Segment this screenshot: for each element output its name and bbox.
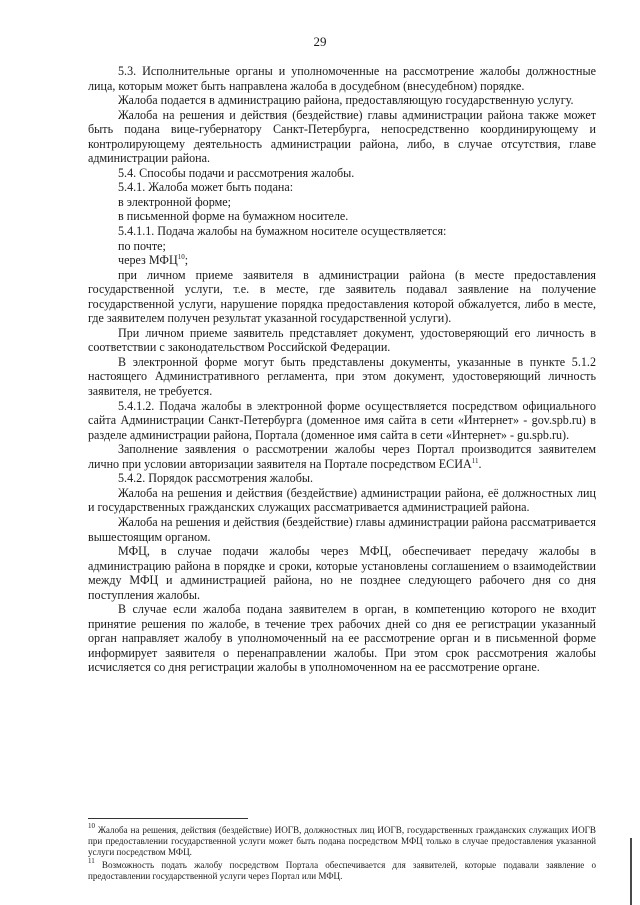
portal-text: Заполнение заявления о рассмотрении жалобы через Портал производится заявителем лично при условии авторизации заявителя на Портале посредством ЕСИА — [88, 442, 596, 471]
paragraph-district-review: Жалоба на решения и действия (бездействие) администрации района, её должностных лиц и государственных гражданских служащих рассматривается администрацией района. — [88, 485, 596, 515]
paragraph-5-4-2: 5.4.2. Порядок рассмотрения жалобы. — [118, 471, 314, 486]
footnote-10 — [88, 822, 596, 859]
list-item-electronic: в электронной форме; — [118, 194, 231, 209]
footnote-11 — [88, 856, 596, 882]
footnotes — [88, 822, 596, 883]
paragraph-mfc-transfer: МФЦ, в случае подачи жалобы через МФЦ, обеспечивает передачу жалобы в администрацию района в порядке и сроки, которые установлены соглашением о взаимодействии между МФЦ и администрацией района, но не позднее следующего рабочего дня со дня поступления жалобы. — [88, 544, 596, 602]
document-body — [88, 64, 596, 675]
mfc-tail: ; — [184, 253, 189, 268]
footnote-mark-10: 10 — [88, 822, 95, 830]
footnote-11-text: Возможность подать жалобу посредством Портала обеспечивается для заявителей, которые подавали заявление о предоставлении государственной услуги через Портал или МФЦ. — [88, 859, 596, 881]
paragraph-personal-id: При личном приеме заявитель представляет документ, удостоверяющий его личность в соответствии с законодательством Российской Федерации. — [88, 325, 596, 355]
paragraph-higher-review: Жалоба на решения и действия (бездействие) главы администрации района рассматривается вышестоящим органом. — [88, 514, 596, 544]
paragraph-5-4: 5.4. Способы подачи и рассмотрения жалобы. — [118, 165, 355, 180]
paragraph-electronic-docs: В электронной форме могут быть представлены документы, указанные в пункте 5.1.2 настоящего Административного регламента, при этом документ, удостоверяющий личность заявителя, не требуется. — [88, 354, 596, 399]
list-item-paper: в письменной форме на бумажном носителе. — [118, 209, 349, 224]
footnote-ref-10[interactable]: 10 — [177, 253, 185, 262]
paragraph-5-4-1-2: 5.4.1.2. Подача жалобы в электронной форме осуществляется посредством официального сайта Администрации Санкт-Петербурга (доменное имя сайта в сети «Интернет» - gov.spb.ru) в разделе администрации района, Портала (доменное имя сайта в сети «Интернет» - gu.spb.ru). — [88, 398, 596, 442]
paragraph-portal — [88, 442, 596, 471]
paragraph-5-4-1-1: 5.4.1.1. Подача жалобы на бумажном носителе осуществляется: — [118, 224, 447, 239]
footnote-divider — [88, 818, 248, 819]
portal-tail: . — [478, 456, 482, 471]
paragraph-5-4-1: 5.4.1. Жалоба может быть подана: — [118, 180, 294, 195]
footnote-ref-11[interactable]: 11 — [471, 456, 479, 465]
paragraph-redirect: В случае если жалоба подана заявителем в орган, в компетенцию которого не входит принятие решения по жалобе, в течение трех рабочих дней со дня ее регистрации указанный орган направляет жалобу в уполномоченный на ее рассмотрение орган и в письменной форме информирует заявителя о перенаправлении жалобы. При этом срок рассмотрения жалобы исчисляется со дня регистрации жалобы в уполномоченном на ее рассмотрение органе. — [88, 602, 596, 675]
mfc-text: через МФЦ — [118, 253, 178, 268]
paragraph-5-3: 5.3. Исполнительные органы и уполномоченные на рассмотрение жалобы должностные лица, которым может быть направлена жалоба в досудебном (внесудебном) порядке. — [88, 64, 596, 93]
paragraph-head-complaint: Жалоба на решения и действия (бездействие) главы администрации района также может быть подана вице-губернатору Санкт-Петербурга, непосредственно координирующему и контролирующему деятельность администрации района, либо, в случае отсутствия, главе администрации района. — [88, 107, 596, 166]
page-number: 29 — [313, 34, 327, 49]
paragraph-submission: Жалоба подается в администрацию района, предоставляющую государственную услугу. — [118, 93, 574, 108]
footnote-10-text: Жалоба на решения, действия (бездействие) ИОГВ, должностных лиц ИОГВ, государственных гражданских служащих ИОГВ при предоставлении государственной услуги может быть подана посредством МФЦ только в случае предоставления указанной услуги посредством МФЦ. — [88, 825, 596, 858]
list-item-post: по почте; — [118, 238, 166, 253]
scan-edge-artifact — [630, 838, 632, 905]
list-item-personal: при личном приеме заявителя в администрации района (в месте предоставления государственной услуги, т.е. в месте, где заявитель подавал заявление на получение государственной услуги, нарушение порядка предоставления которой обжалуется, либо в месте, где заявителем получен результат указанной государственной услуги). — [88, 267, 596, 326]
list-item-mfc — [88, 253, 596, 268]
footnote-mark-11: 11 — [88, 856, 95, 865]
